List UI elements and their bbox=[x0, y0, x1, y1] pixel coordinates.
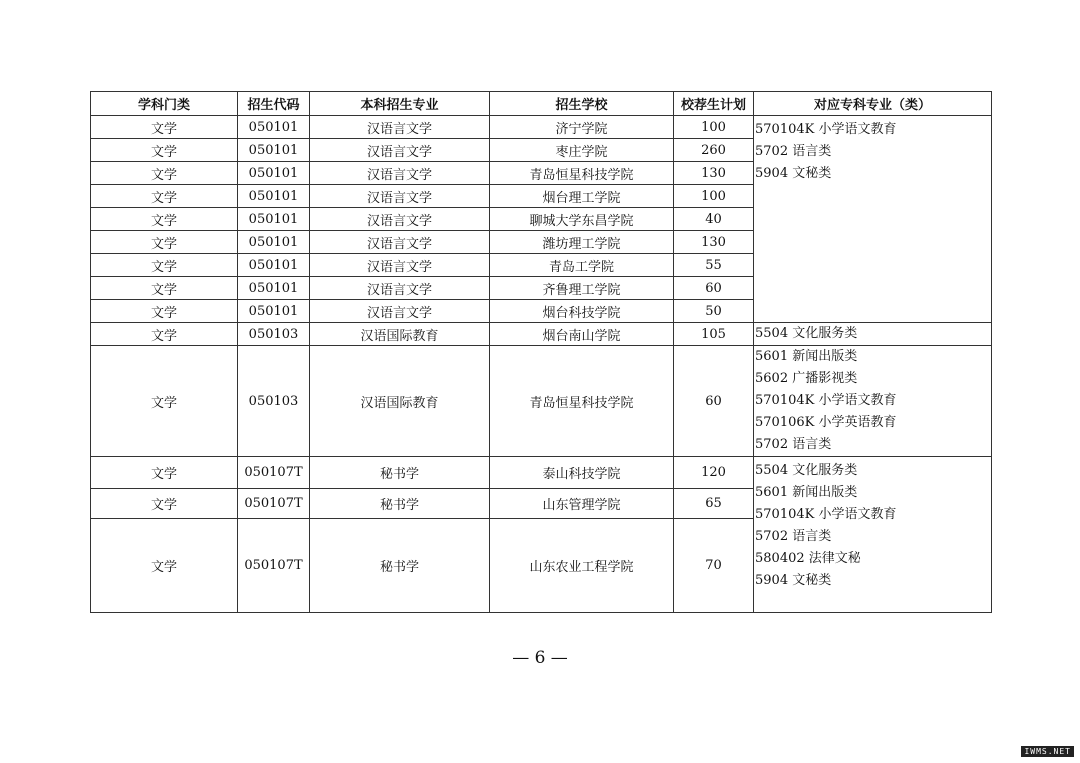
cell-college-majors bbox=[754, 116, 992, 323]
college-major-line: 5904 文秘类 bbox=[755, 573, 832, 588]
watermark: IWMS.NET bbox=[1021, 746, 1074, 757]
cell-code: 050101 bbox=[238, 185, 310, 208]
cell-major: 汉语言文学 bbox=[310, 162, 490, 185]
page-number: — 6 — bbox=[512, 648, 568, 668]
cell-major: 汉语言文学 bbox=[310, 254, 490, 277]
table-row bbox=[91, 323, 992, 346]
table-row bbox=[91, 457, 992, 489]
cell-code: 050101 bbox=[238, 162, 310, 185]
cell-major: 汉语言文学 bbox=[310, 208, 490, 231]
cell-school: 山东管理学院 bbox=[490, 489, 674, 519]
college-major-line: 570104K 小学语文教育 bbox=[755, 122, 897, 137]
cell-code: 050107T bbox=[238, 457, 310, 489]
college-major-line: 570106K 小学英语教育 bbox=[755, 415, 897, 430]
cell-code: 050101 bbox=[238, 254, 310, 277]
cell-discipline: 文学 bbox=[91, 489, 238, 519]
cell-discipline: 文学 bbox=[91, 323, 238, 346]
cell-college-majors bbox=[754, 346, 992, 457]
cell-quota: 105 bbox=[674, 323, 754, 346]
cell-code: 050103 bbox=[238, 346, 310, 457]
college-major-line: 5702 语言类 bbox=[755, 144, 832, 159]
cell-code: 050101 bbox=[238, 300, 310, 323]
cell-quota: 130 bbox=[674, 231, 754, 254]
cell-code: 050101 bbox=[238, 277, 310, 300]
cell-school: 潍坊理工学院 bbox=[490, 231, 674, 254]
cell-school: 青岛工学院 bbox=[490, 254, 674, 277]
cell-quota: 260 bbox=[674, 139, 754, 162]
college-major-line: 5504 文化服务类 bbox=[755, 463, 858, 478]
header-quota: 校荐生计划 bbox=[674, 92, 754, 116]
cell-school: 枣庄学院 bbox=[490, 139, 674, 162]
cell-school: 青岛恒星科技学院 bbox=[490, 346, 674, 457]
cell-discipline: 文学 bbox=[91, 231, 238, 254]
cell-code: 050101 bbox=[238, 208, 310, 231]
cell-major: 汉语言文学 bbox=[310, 116, 490, 139]
cell-major: 汉语言文学 bbox=[310, 185, 490, 208]
cell-major: 汉语言文学 bbox=[310, 231, 490, 254]
cell-discipline: 文学 bbox=[91, 116, 238, 139]
cell-discipline: 文学 bbox=[91, 300, 238, 323]
college-major-line: 5904 文秘类 bbox=[755, 166, 832, 181]
cell-major: 秘书学 bbox=[310, 457, 490, 489]
table-row bbox=[91, 346, 992, 457]
cell-major: 汉语言文学 bbox=[310, 139, 490, 162]
cell-school: 泰山科技学院 bbox=[490, 457, 674, 489]
cell-quota: 120 bbox=[674, 457, 754, 489]
cell-major: 秘书学 bbox=[310, 519, 490, 613]
college-major-line: 5602 广播影视类 bbox=[755, 371, 858, 386]
cell-major: 汉语言文学 bbox=[310, 277, 490, 300]
cell-discipline: 文学 bbox=[91, 277, 238, 300]
cell-school: 烟台理工学院 bbox=[490, 185, 674, 208]
college-major-line: 5601 新闻出版类 bbox=[755, 485, 858, 500]
cell-quota: 130 bbox=[674, 162, 754, 185]
college-major-line: 570104K 小学语文教育 bbox=[755, 393, 897, 408]
cell-college-majors bbox=[754, 457, 992, 613]
table-body bbox=[91, 116, 992, 613]
cell-code: 050103 bbox=[238, 323, 310, 346]
cell-school: 青岛恒星科技学院 bbox=[490, 162, 674, 185]
cell-school: 烟台科技学院 bbox=[490, 300, 674, 323]
cell-major: 汉语国际教育 bbox=[310, 323, 490, 346]
cell-discipline: 文学 bbox=[91, 185, 238, 208]
cell-code: 050107T bbox=[238, 489, 310, 519]
college-major-line: 5702 语言类 bbox=[755, 529, 832, 544]
college-major-line: 5601 新闻出版类 bbox=[755, 349, 858, 364]
cell-school: 济宁学院 bbox=[490, 116, 674, 139]
cell-quota: 55 bbox=[674, 254, 754, 277]
cell-major: 汉语国际教育 bbox=[310, 346, 490, 457]
cell-discipline: 文学 bbox=[91, 519, 238, 613]
header-major: 本科招生专业 bbox=[310, 92, 490, 116]
cell-discipline: 文学 bbox=[91, 139, 238, 162]
cell-code: 050101 bbox=[238, 231, 310, 254]
college-major-line: 580402 法律文秘 bbox=[755, 551, 861, 566]
cell-discipline: 文学 bbox=[91, 162, 238, 185]
cell-discipline: 文学 bbox=[91, 346, 238, 457]
cell-quota: 100 bbox=[674, 185, 754, 208]
cell-quota: 100 bbox=[674, 116, 754, 139]
cell-quota: 70 bbox=[674, 519, 754, 613]
cell-discipline: 文学 bbox=[91, 457, 238, 489]
table-row bbox=[91, 116, 992, 139]
header-college-majors: 对应专科专业（类） bbox=[754, 92, 992, 116]
cell-code: 050107T bbox=[238, 519, 310, 613]
enrollment-table bbox=[90, 91, 992, 613]
cell-quota: 60 bbox=[674, 346, 754, 457]
cell-school: 山东农业工程学院 bbox=[490, 519, 674, 613]
cell-major: 汉语言文学 bbox=[310, 300, 490, 323]
college-major-line: 570104K 小学语文教育 bbox=[755, 507, 897, 522]
cell-school: 齐鲁理工学院 bbox=[490, 277, 674, 300]
cell-quota: 65 bbox=[674, 489, 754, 519]
cell-discipline: 文学 bbox=[91, 254, 238, 277]
college-major-line: 5702 语言类 bbox=[755, 437, 832, 452]
header-school: 招生学校 bbox=[490, 92, 674, 116]
cell-quota: 60 bbox=[674, 277, 754, 300]
cell-quota: 40 bbox=[674, 208, 754, 231]
cell-major: 秘书学 bbox=[310, 489, 490, 519]
cell-college-majors bbox=[754, 323, 992, 346]
cell-school: 烟台南山学院 bbox=[490, 323, 674, 346]
cell-school: 聊城大学东昌学院 bbox=[490, 208, 674, 231]
table-header-row bbox=[91, 92, 992, 116]
college-major-line: 5504 文化服务类 bbox=[755, 326, 858, 341]
cell-quota: 50 bbox=[674, 300, 754, 323]
cell-code: 050101 bbox=[238, 139, 310, 162]
cell-discipline: 文学 bbox=[91, 208, 238, 231]
header-code: 招生代码 bbox=[238, 92, 310, 116]
header-discipline: 学科门类 bbox=[91, 92, 238, 116]
cell-code: 050101 bbox=[238, 116, 310, 139]
